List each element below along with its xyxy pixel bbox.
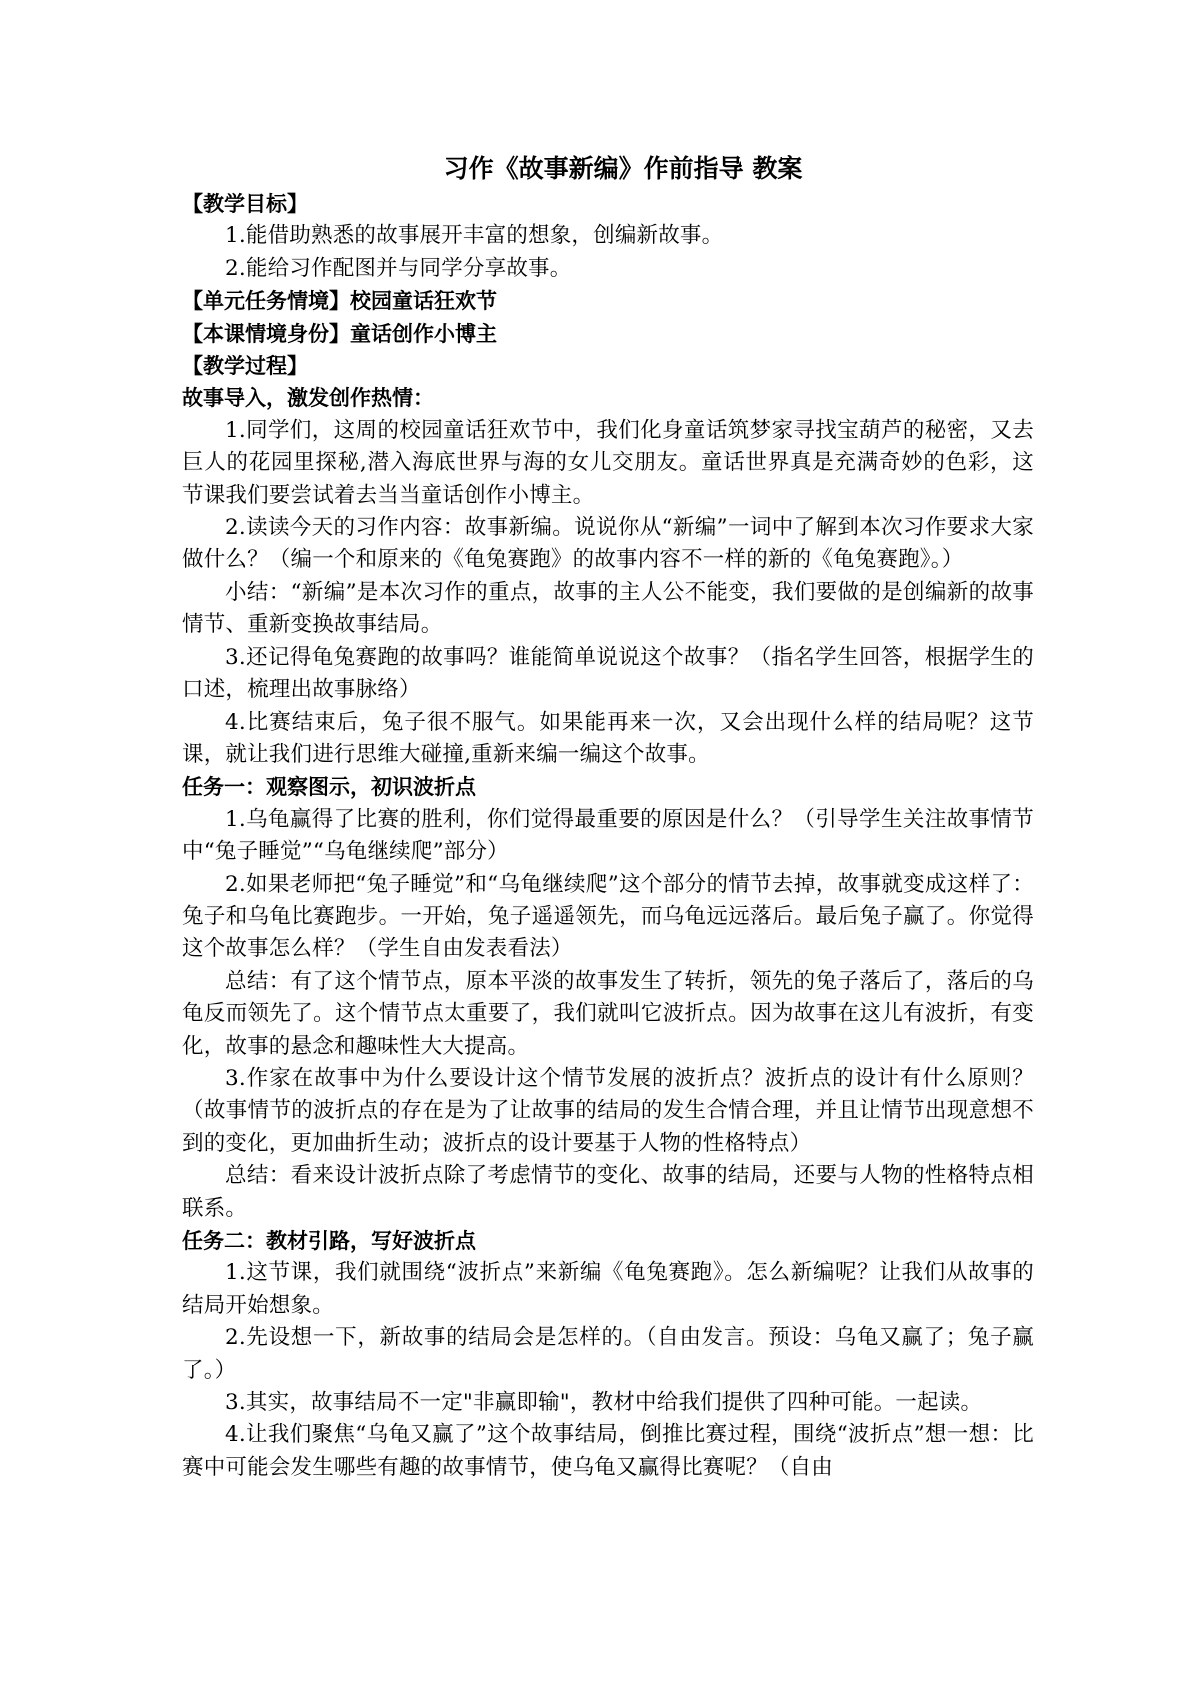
unit-context-heading: 【单元任务情境】校园童话狂欢节 (182, 289, 497, 314)
intro-paragraph: 3.还记得龟兔赛跑的故事吗？谁能简单说说这个故事？（指名学生回答，根据学生的口述，梳理出故事脉络） (182, 644, 1034, 703)
intro-paragraph: 1.同学们，这周的校园童话狂欢节中，我们化身童话筑梦家寻找宝葫芦的秘密，又去巨人的花园里探秘,潜入海底世界与海的女儿交朋友。童话世界真是充满奇妙的色彩，这节课我们要尝试着去当当童话创作小博主。 (182, 417, 1034, 508)
goal-item: 2.能给习作配图并与同学分享故事。 (225, 255, 572, 281)
goal-item: 1.能借助熟悉的故事展开丰富的想象，创编新故事。 (225, 223, 724, 249)
intro-paragraph: 小结：“新编”是本次习作的重点，故事的主人公不能变，我们要做的是创编新的故事情节、重新变换故事结局。 (182, 579, 1034, 638)
task2-paragraph: 2.先设想一下，新故事的结局会是怎样的。（自由发言。预设：乌龟又赢了；兔子赢了。） (182, 1325, 1034, 1383)
task2-heading: 任务二：教材引路，写好波折点 (182, 1229, 476, 1253)
task1-paragraph: 2.如果老师把“兔子睡觉”和“乌龟继续爬”这个部分的情节去掉，故事就变成这样了：兔子和乌龟比赛跑步。一开始，兔子遥遥领先，而乌龟远远落后。最后兔子赢了。你觉得这个故事怎么样？（学生自由发表看法） (182, 871, 1034, 962)
goals-heading: 【教学目标】 (182, 192, 308, 216)
task2-paragraph: 1.这节课，我们就围绕“波折点”来新编《龟兔赛跑》。怎么新编呢？让我们从故事的结局开始想象。 (182, 1260, 1034, 1318)
process-heading: 【教学过程】 (182, 354, 308, 379)
intro-heading: 故事导入，激发创作热情： (182, 386, 434, 411)
lesson-identity-heading: 【本课情境身份】童话创作小博主 (182, 321, 497, 346)
intro-paragraph: 4.比赛结束后，兔子很不服气。如果能再来一次，又会出现什么样的结局呢？这节课，就让我们进行思维大碰撞,重新来编一编这个故事。 (182, 709, 1034, 767)
task2-paragraph: 3.其实，故事结局不一定"非赢即输"，教材中给我们提供了四种可能。一起读。 (225, 1390, 983, 1416)
task1-paragraph: 总结：有了这个情节点，原本平淡的故事发生了转折，领先的兔子落后了，落后的乌龟反而领先了。这个情节点太重要了，我们就叫它波折点。因为故事在这儿有波折，有变化，故事的悬念和趣味性大大提高。 (182, 968, 1034, 1059)
task1-paragraph: 1.乌龟赢得了比赛的胜利，你们觉得最重要的原因是什么？（引导学生关注故事情节中“兔子睡觉”“乌龟继续爬”部分） (182, 806, 1034, 865)
task1-paragraph: 总结：看来设计波折点除了考虑情节的变化、故事的结局，还要与人物的性格特点相联系。 (182, 1163, 1034, 1221)
task2-paragraph: 4.让我们聚焦“乌龟又赢了”这个故事结局，倒推比赛过程，围绕“波折点”想一想：比赛中可能会发生哪些有趣的故事情节，使乌龟又赢得比赛呢？（自由 (182, 1422, 1034, 1480)
task1-paragraph: 3.作家在故事中为什么要设计这个情节发展的波折点？波折点的设计有什么原则？（故事情节的波折点的存在是为了让故事的结局的发生合情合理，并且让情节出现意想不到的变化，更加曲折生动；波折点的设计要基于人物的性格特点） (182, 1065, 1034, 1156)
task1-heading: 任务一：观察图示，初识波折点 (182, 775, 476, 800)
lesson-plan-page (182, 150, 1034, 1484)
document-title: 习作《故事新编》作前指导 教案 (443, 154, 803, 183)
intro-paragraph: 2.读读今天的习作内容：故事新编。说说你从“新编”一词中了解到本次习作要求大家做什么？（编一个和原来的《龟兔赛跑》的故事内容不一样的新的《龟兔赛跑》。） (182, 515, 1034, 573)
